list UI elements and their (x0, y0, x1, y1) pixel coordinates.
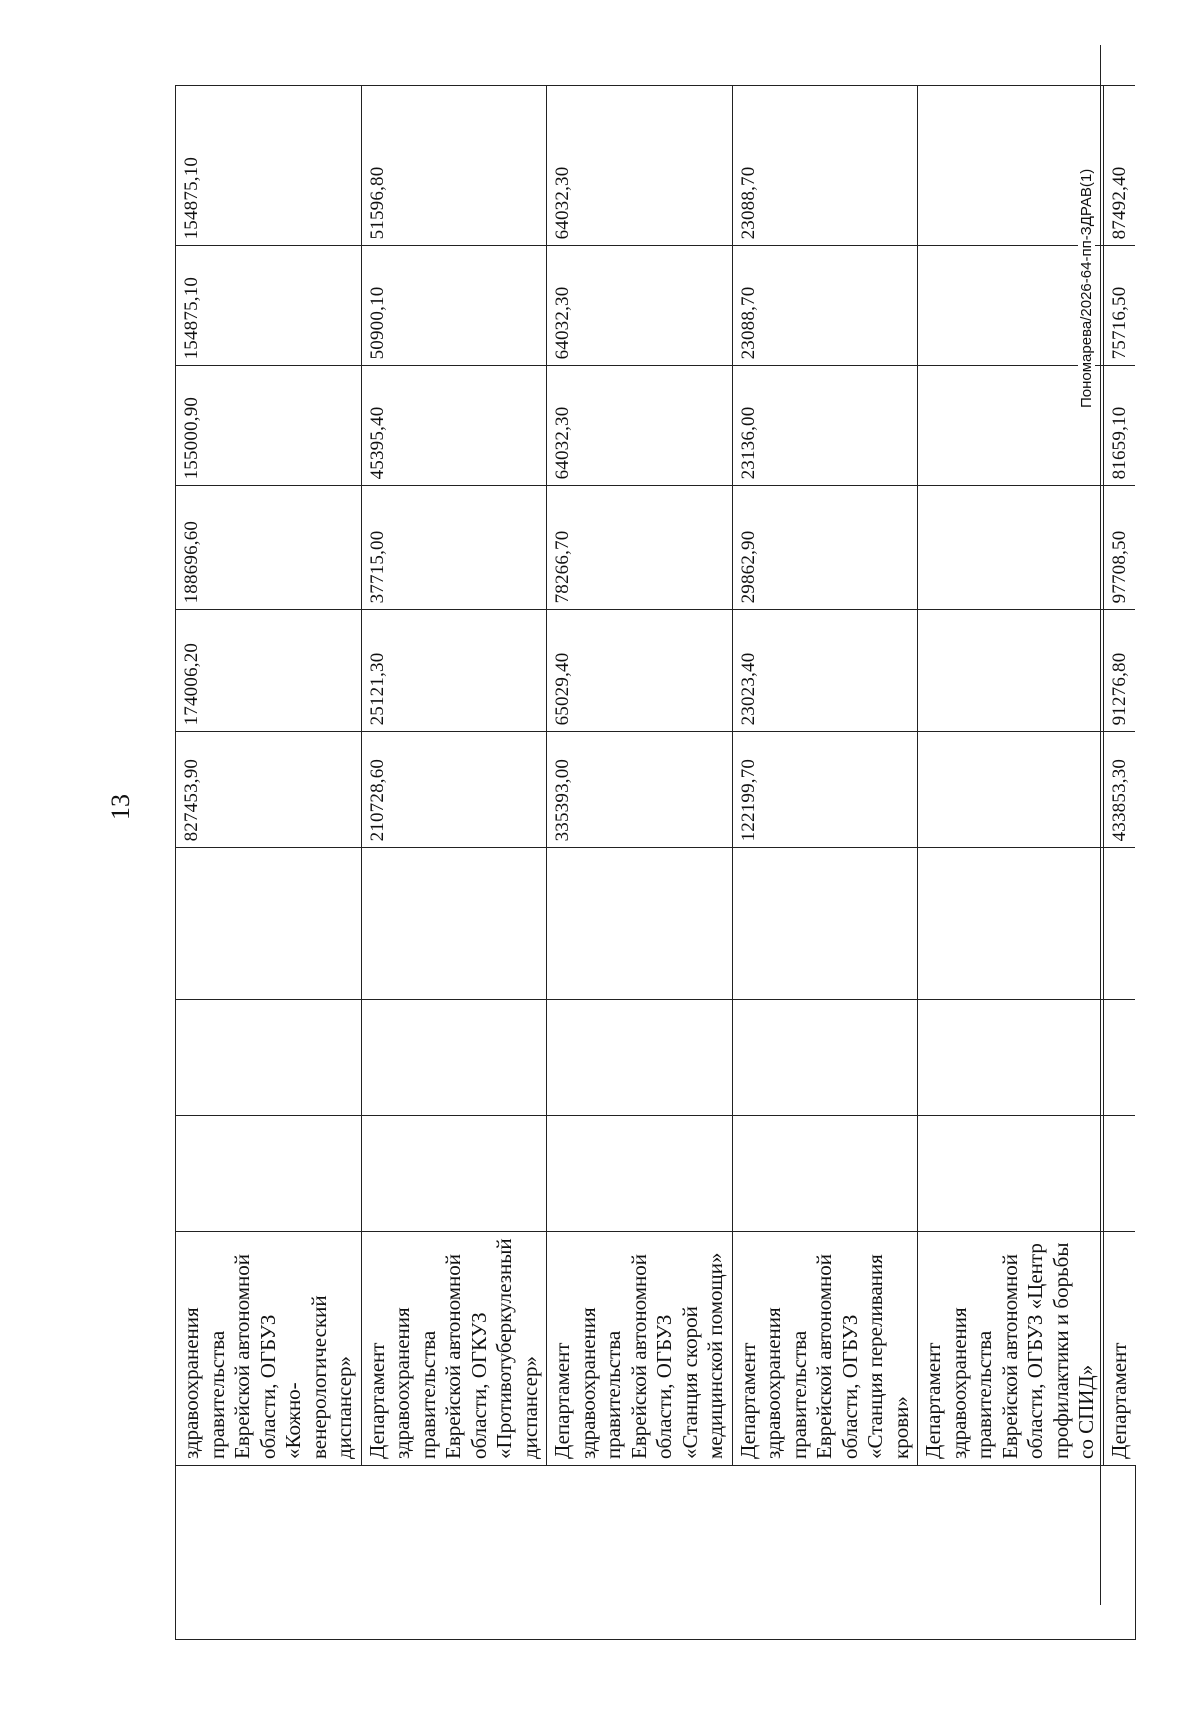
value-cell (732, 1000, 918, 1116)
value-cell (547, 848, 733, 1000)
table-row (361, 86, 547, 1640)
value-cell: 50900,10 (361, 246, 547, 366)
value-cell: 174006,20 (176, 610, 362, 732)
value-cell (176, 1116, 362, 1232)
value-cell (176, 1000, 362, 1116)
value-cell: 51596,80 (361, 86, 547, 246)
value-cell: 23023,40 (732, 610, 918, 732)
table-row (547, 86, 733, 1640)
value-cell (918, 366, 1104, 486)
value-cell: 25121,30 (361, 610, 547, 732)
value-cell (918, 486, 1104, 610)
value-cell (918, 86, 1104, 246)
value-cell (361, 1000, 547, 1116)
value-cell (732, 848, 918, 1000)
value-cell (547, 1116, 733, 1232)
value-cell: 75716,50 (1103, 246, 1135, 366)
value-cell (918, 610, 1104, 732)
organization-cell: Департамент здравоохранения правительства Еврейской автономной области, ОГБУЗ «Станция скорой медицинской помощи» (547, 1232, 733, 1466)
value-cell (547, 1000, 733, 1116)
footer-rule (1100, 45, 1101, 1605)
rotated-page (68, 50, 1131, 1640)
value-cell: 97708,50 (1103, 486, 1135, 610)
value-cell: 65029,40 (547, 610, 733, 732)
organization-cell: Департамент здравоохранения правительства Еврейской автономной области, ОГБУЗ «Центр профилактики и борьбы со СПИД» (918, 1232, 1104, 1466)
page-number: 13 (106, 794, 135, 820)
merged-empty-cell (176, 1466, 1136, 1640)
value-cell: 45395,40 (361, 366, 547, 486)
value-cell (918, 732, 1104, 848)
value-cell (1103, 1116, 1135, 1232)
value-cell: 23088,70 (732, 86, 918, 246)
value-cell: 154875,10 (176, 86, 362, 246)
organization-cell: Департамент здравоохранения правительства Еврейской автономной области, ОГБУЗ «Станция переливания крови» (732, 1232, 918, 1466)
table-row (1103, 86, 1135, 1640)
value-cell (732, 1116, 918, 1232)
value-cell: 23136,00 (732, 366, 918, 486)
value-cell: 91276,80 (1103, 610, 1135, 732)
value-cell: 37715,00 (361, 486, 547, 610)
value-cell (1103, 848, 1135, 1000)
document-footer: Пономарева/2026-64-пп-ЗДРАВ(1) (1078, 168, 1095, 408)
table-row (732, 86, 918, 1640)
value-cell: 188696,60 (176, 486, 362, 610)
value-cell (361, 848, 547, 1000)
value-cell (176, 848, 362, 1000)
value-cell: 827453,90 (176, 732, 362, 848)
value-cell: 433853,30 (1103, 732, 1135, 848)
value-cell: 154875,10 (176, 246, 362, 366)
value-cell: 23088,70 (732, 246, 918, 366)
value-cell (918, 848, 1104, 1000)
value-cell: 64032,30 (547, 366, 733, 486)
value-cell: 87492,40 (1103, 86, 1135, 246)
value-cell: 122199,70 (732, 732, 918, 848)
value-cell (918, 246, 1104, 366)
organization-cell: здравоохранения правительства Еврейской автономной области, ОГБУЗ «Кожно-венерологический диспансер» (176, 1232, 362, 1466)
value-cell: 64032,30 (547, 86, 733, 246)
value-cell (918, 1116, 1104, 1232)
value-cell (1103, 1000, 1135, 1116)
value-cell: 210728,60 (361, 732, 547, 848)
value-cell: 155000,90 (176, 366, 362, 486)
value-cell (361, 1116, 547, 1232)
value-cell (918, 1000, 1104, 1116)
table-row (918, 86, 1104, 1640)
budget-table (175, 85, 1136, 1640)
value-cell: 78266,70 (547, 486, 733, 610)
value-cell: 29862,90 (732, 486, 918, 610)
organization-cell: Департамент (1103, 1232, 1135, 1466)
table-row (176, 86, 362, 1640)
value-cell: 81659,10 (1103, 366, 1135, 486)
organization-cell: Департамент здравоохранения правительства Еврейской автономной области, ОГКУЗ «Противотуберкулезный диспансер» (361, 1232, 547, 1466)
value-cell: 335393,00 (547, 732, 733, 848)
value-cell: 64032,30 (547, 246, 733, 366)
